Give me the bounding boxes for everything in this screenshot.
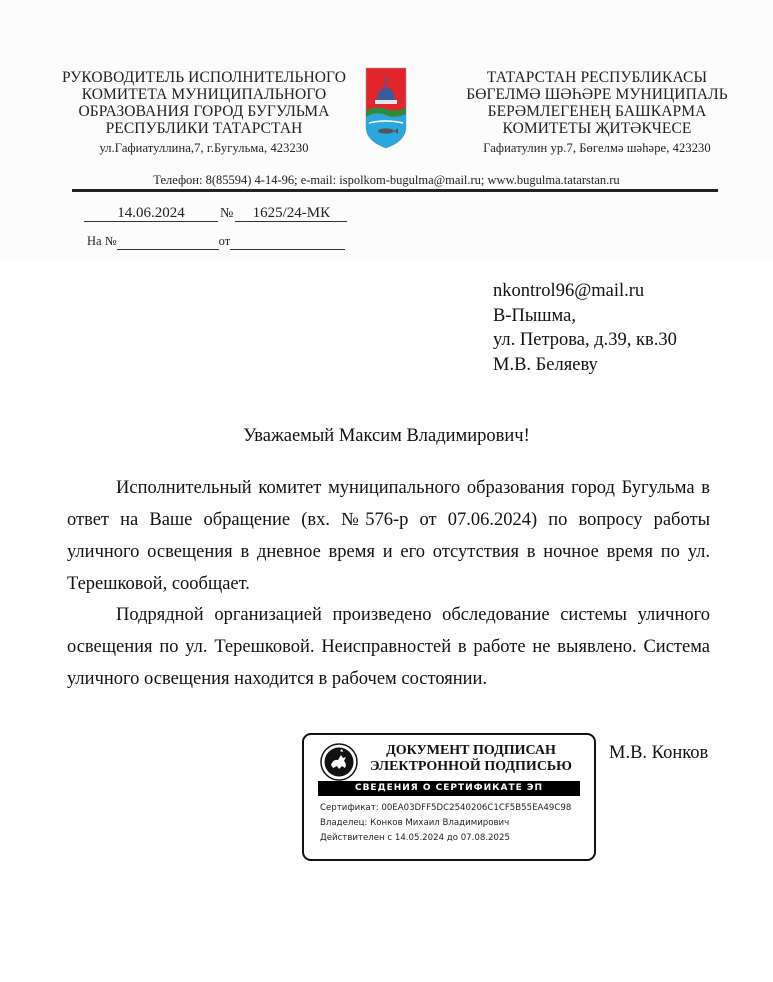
bugulma-coat-of-arms-icon <box>365 67 407 149</box>
letterhead-line: РУКОВОДИТЕЛЬ ИСПОЛНИТЕЛЬНОГО <box>61 69 347 86</box>
certificate-serial: Сертификат: 00EA03DFF5DC2540206C1CF5B55EA49C98 <box>320 803 572 813</box>
reply-label: На № <box>87 234 117 248</box>
letterhead-russian <box>48 69 360 157</box>
letterhead-line: КОМИТЕТЫ ҖИТӘКЧЕСЕ <box>502 120 692 137</box>
body-paragraph: Исполнительный комитет муниципального образования город Бугульма в ответ на Ваше обращение (вх. №576-р от 07.06.2024) по вопросу работы уличного освещения в дневное время и его отсутствия в ночное время по ул. Терешковой, сообщает. <box>67 478 710 594</box>
outgoing-number: 1625/24-МК <box>235 205 347 222</box>
stamp-title-line: ЭЛЕКТРОННОЙ ПОДПИСЬЮ <box>370 759 572 774</box>
stamp-title <box>366 743 576 775</box>
letterhead-address: Гафиатулин ур.7, Бөгелмә шәһәре, 423230 <box>483 141 711 155</box>
certificate-validity: Действителен с 14.05.2024 до 07.08.2025 <box>320 833 510 843</box>
signer-name: М.В. Конков <box>609 743 709 763</box>
letterhead-divider <box>72 189 718 192</box>
certificate-info-bar: СВЕДЕНИЯ О СЕРТИФИКАТЕ ЭП <box>318 781 580 796</box>
certificate-details <box>320 801 571 846</box>
reply-reference-line <box>87 233 345 250</box>
letterhead-tatar <box>452 69 742 157</box>
tatarstan-seal-icon <box>320 743 358 781</box>
recipient-email: nkontrol96@mail.ru <box>493 281 645 301</box>
letterhead-line: ТАТАРСТАН РЕСПУБЛИКАСЫ <box>486 69 708 86</box>
stamp-title-line: ДОКУМЕНТ ПОДПИСАН <box>386 743 556 758</box>
recipient-block <box>493 279 677 377</box>
recipient-name: М.В. Беляеву <box>493 354 598 375</box>
letterhead-line: КОМИТЕТА МУНИЦИПАЛЬНОГО <box>81 86 327 103</box>
letterhead-line: БЕРӘМЛЕГЕНЕҢ БАШКАРМА <box>487 103 707 120</box>
letterhead-contacts: Телефон: 8(85594) 4-14-96; e-mail: ispolkom-bugulma@mail.ru; www.bugulma.tatarstan.ru <box>153 173 620 187</box>
recipient-city: В-Пышма, <box>493 305 576 326</box>
recipient-street: ул. Петрова, д.39, кв.30 <box>493 330 677 350</box>
electronic-signature-stamp <box>302 733 596 861</box>
greeting: Уважаемый Максим Владимирович! <box>243 426 530 446</box>
outgoing-date: 14.06.2024 <box>84 205 218 222</box>
certificate-owner: Владелец: Конков Михаил Владимирович <box>320 818 510 828</box>
from-label: от <box>218 234 231 248</box>
registration-line <box>84 205 347 222</box>
reply-number-blank <box>117 233 219 250</box>
body-paragraph: Подрядной организацией произведено обследование системы уличного освещения по ул. Терешковой. Неисправностей в работе не выявлено. Система уличного освещения находится в рабочем состоянии. <box>67 605 710 689</box>
letterhead-line: БӨГЕЛМӘ ШӘҺӘРЕ МУНИЦИПАЛЬ <box>466 86 728 103</box>
letterhead-line: РЕСПУБЛИКИ ТАТАРСТАН <box>105 120 303 137</box>
letterhead-line: ОБРАЗОВАНИЯ ГОРОД БУГУЛЬМА <box>78 103 330 120</box>
number-label: № <box>220 206 234 221</box>
letterhead-address: ул.Гафиатуллина,7, г.Бугульма, 423230 <box>99 141 309 155</box>
reply-date-blank <box>230 233 345 250</box>
